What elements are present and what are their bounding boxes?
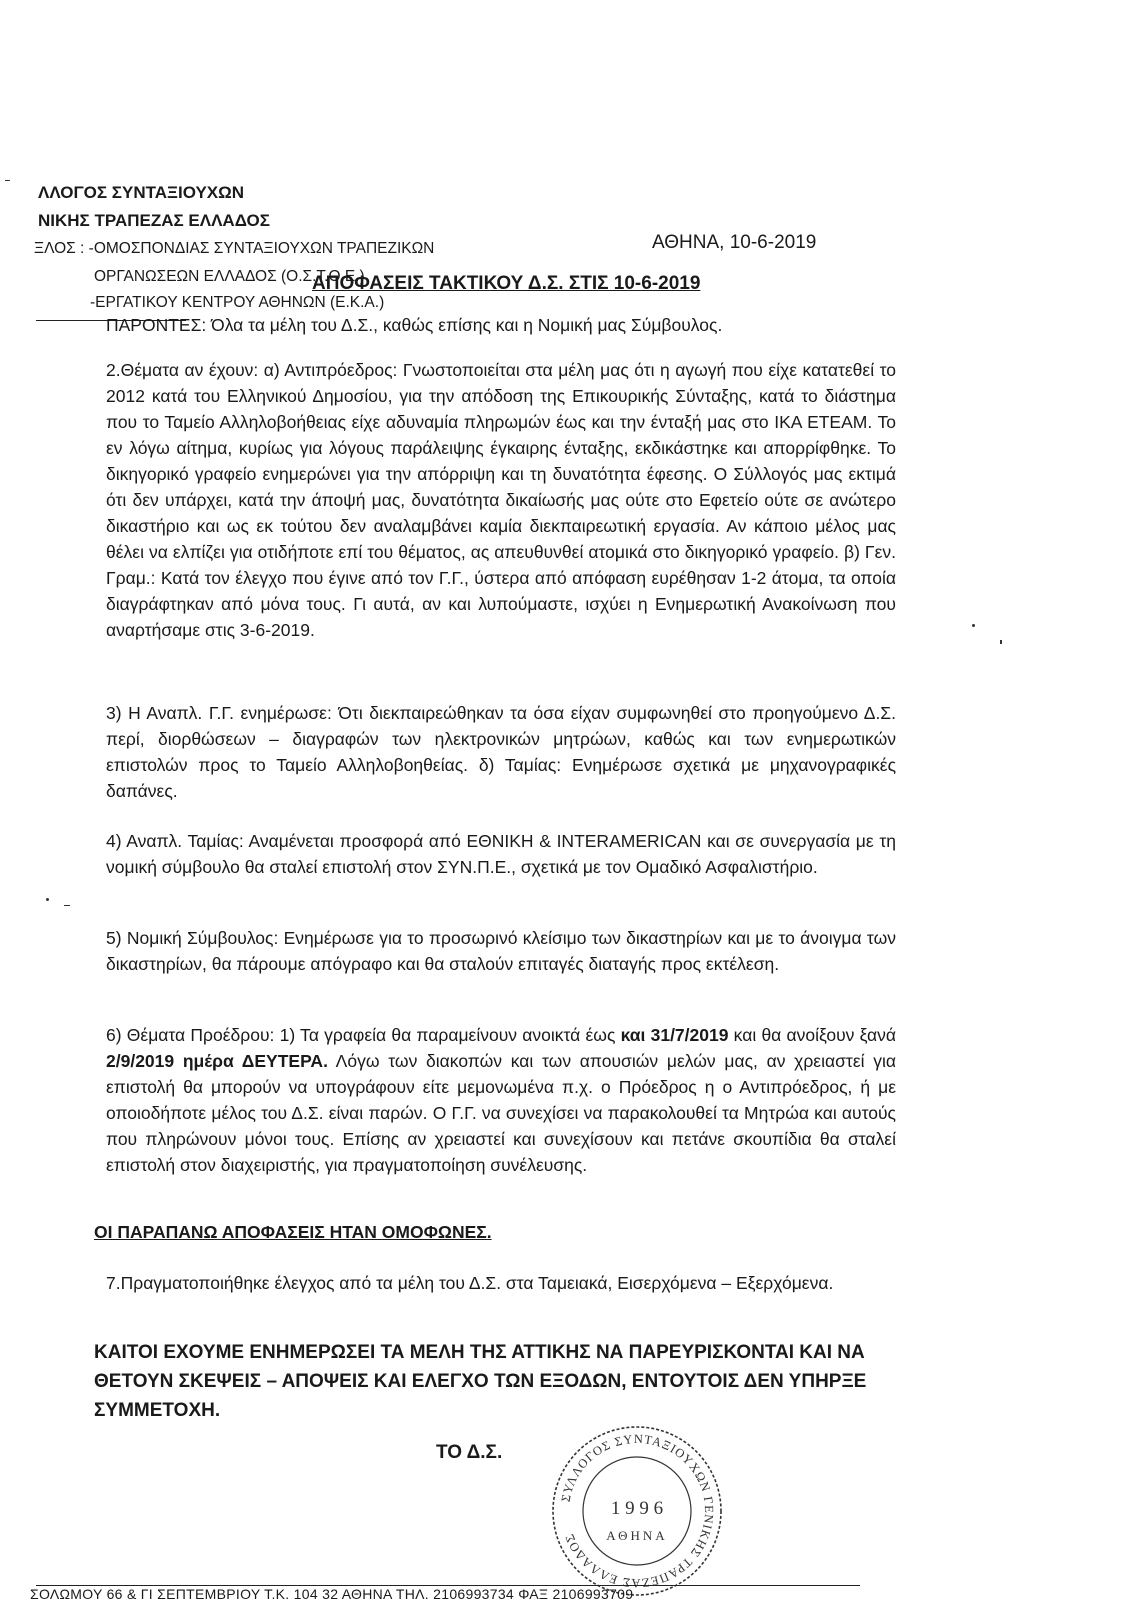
unanimous-statement: ΟΙ ΠΑΡΑΠΑΝΩ ΑΠΟΦΑΣΕΙΣ ΗΤΑΝ ΟΜΟΦΩΝΕΣ. xyxy=(94,1222,492,1242)
item-2-paragraph xyxy=(106,357,896,643)
item-7-text: 7.Πραγματοποιήθηκε έλεγχος από τα μέλη του Δ.Σ. στα Ταμειακά, Εισερχόμενα – Εξερχόμενα. xyxy=(106,1273,834,1293)
item-6-close-date: και 31/7/2019 xyxy=(620,1025,729,1045)
item-3-paragraph xyxy=(106,700,896,804)
membership-line2: ΟΡΓΑΝΩΣΕΩΝ ΕΛΛΑΔΟΣ (Ο.Σ.Τ.Ο.Ε.) xyxy=(94,268,365,285)
item-3-text: 3) Η Αναπλ. Γ.Γ. ενημέρωσε: Ότι διεκπαιρεώθηκαν τα όσα είχαν συμφωνηθεί στο προηγούμενο Δ.Σ. περί, διορθώσεων – διαγραφών των ηλεκτρονικών μητρώων, καθώς και των ενημερωτικών επιστολών προς το Ταμείο Αλληλοβοηθείας. δ) Ταμίας: Ενημέρωσε σχετικά με μηχανογραφικές δαπάνες. xyxy=(106,703,896,801)
document-date: ΑΘΗΝΑ, 10-6-2019 xyxy=(652,232,817,253)
scan-speck xyxy=(1000,640,1002,644)
association-seal xyxy=(548,1422,726,1600)
item-6-paragraph xyxy=(106,1022,896,1178)
item-5-paragraph xyxy=(106,925,896,977)
item-6-text-a: 6) Θέματα Προέδρου: 1) Τα γραφεία θα παραμείνουν ανοικτά έως xyxy=(106,1025,621,1045)
membership-line1: ΞΛΟΣ : -ΟΜΟΣΠΟΝΔΙΑΣ ΣΥΝΤΑΞΙΟΥΧΩΝ ΤΡΑΠΕΖΙΚΩΝ xyxy=(34,240,435,257)
item-6-text-e: Λόγω των διακοπών και των απουσιών μελών μας, αν χρειαστεί για επιστολή θα μπορούν να υπογράφουν είτε μεμονωμένα π.χ. ο Πρόεδρος η ο Αντιπρόεδρος, ή με οποιοδήποτε μέλος του Δ.Σ. είναι παρών. Ο Γ.Γ. να συνεχίσει να παρακολουθεί τα Μητρώα και αυτούς που πληρώνουν μόνοι τους. Επίσης αν χρειαστεί και συνεχίσουν και πετάνε σκουπίδια θα σταλεί επιστολή στον διαχειριστής, για πραγματοποίηση συνέλευσης. xyxy=(106,1051,896,1175)
item-7-paragraph xyxy=(106,1270,896,1296)
association-name-line1: ΛΛΟΓΟΣ ΣΥΝΤΑΞΙΟΥΧΩΝ xyxy=(38,183,245,202)
item-4-paragraph xyxy=(106,828,896,880)
item-6-reopen-date: 2/9/2019 ημέρα ΔΕΥΤΕΡΑ. xyxy=(106,1051,328,1071)
scan-speck xyxy=(46,898,49,901)
seal-year: 1 9 9 6 xyxy=(610,1498,664,1519)
seal-ring-text: ΣΥΛΛΟΓΟΣ ΣΥΝΤΑΞΙΟΥΧΩΝ ΓΕΝΙΚΗΣ ΤΡΑΠΕΖΑΣ ΕΛΛΑΔΟΣ xyxy=(558,1431,717,1591)
board-signature: ΤΟ Δ.Σ. xyxy=(436,1442,503,1463)
item-6-text-c: και θα ανοίξουν ξανά xyxy=(728,1025,896,1045)
seal-city: ΑΘΗΝΑ xyxy=(606,1528,668,1543)
closing-note: ΚΑΙΤΟΙ ΕΧΟΥΜΕ ΕΝΗΜΕΡΩΣΕΙ ΤΑ ΜΕΛΗ ΤΗΣ ΑΤΤΙΚΗΣ ΝΑ ΠΑΡΕΥΡΙΣΚΟΝΤΑΙ ΚΑΙ ΝΑ ΘΕΤΟΥΝ ΣΚΕΨΕΙΣ – ΑΠΟΨΕΙΣ ΚΑΙ ΕΛΕΓΧΟ ΤΩΝ ΕΞΟΔΩΝ, ΕΝΤΟΥΤΟΙΣ ΔΕΝ ΥΠΗΡΞΕ ΣΥΜΜΕΤΟΧΗ. xyxy=(94,1342,867,1421)
item-5-text: 5) Νομική Σύμβουλος: Ενημέρωσε για το προσωρινό κλείσιμο των δικαστηρίων και με το άνοιγμα των δικαστηρίων, θα πάρουμε απόγραφο και θα σταλούν επιταγές διαταγής προς εκτέλεση. xyxy=(106,928,896,974)
item-2-text: 2.Θέματα αν έχουν: α) Αντιπρόεδρος: Γνωστοποιείται στα μέλη μας ότι η αγωγή που είχε κατατεθεί το 2012 κατά του Ελληνικού Δημοσίου, για την απόδοση της Επικουρικής Σύνταξης, κατά το διάστημα που το Ταμείο Αλληλοβοήθειας είχε αδυναμία πληρωμών έως και την ένταξή μας στο ΙΚΑ ΕΤΕΑΜ. Το εν λόγω αίτημα, κυρίως για λόγους παράλειψης έγκαιρης ένταξης, εκδικάστηκε και απορρίφθηκε. Το δικηγορικό γραφείο ενημερώνει για την απόρριψη και τη δυνατότητα έφεσης. Ο Σύλλογός μας εκτιμά ότι δεν υπάρχει, κατά την άποψή μας, δυνατότητα δικαίωσής μας ούτε στο Εφετείο ούτε σε ανώτερο δικαστήριο και ως εκ τούτου δεν αναλαμβάνει καμία διεκπαιρεωτική εργασία. Αν κάποιο μέλος μας θέλει να ελπίζει για οτιδήποτε επί του θέματος, ας απευθυνθεί ατομικά στο δικηγορικό γραφείο. β) Γεν. Γραμ.: Κατά τον έλεγχο που έγινε από τον Γ.Γ., ύστερα από απόφαση ευρέθησαν 1-2 άτομα, τα οποία διαγράφτηκαν από μόνα τους. Γι αυτά, αν και λυπούμαστε, ισχύει η Ενημερωτική Ανακοίνωση που αναρτήσαμε στις 3-6-2019. xyxy=(106,360,896,640)
seal-graphic xyxy=(548,1422,726,1600)
scan-speck xyxy=(5,180,10,181)
item-4-text: 4) Αναπλ. Ταμίας: Αναμένεται προσφορά από ΕΘΝΙΚΗ & INTERAMERICAN και σε συνεργασία με τη νομική σύμβουλο θα σταλεί επιστολή στον ΣΥΝ.Π.Ε., σχετικά με τον Ομαδικό Ασφαλιστήριο. xyxy=(106,831,896,877)
scan-speck xyxy=(64,905,70,906)
attendees-line: ΠΑΡΟΝΤΕΣ: Όλα τα μέλη του Δ.Σ., καθώς επίσης και η Νομική μας Σύμβουλος. xyxy=(106,315,723,335)
document-title: ΑΠΟΦΑΣΕΙΣ ΤΑΚΤΙΚΟΥ Δ.Σ. ΣΤΙΣ 10-6-2019 xyxy=(312,273,701,294)
scan-speck xyxy=(972,624,975,627)
footer-address: ΣΟΛΩΜΟΥ 66 & ΓΙ ΣΕΠΤΕΜΒΡΙΟΥ Τ.Κ. 104 32 ΑΘΗΝΑ ΤΗΛ. 2106993734 ΦΑΞ 2106993709 xyxy=(30,1586,634,1602)
membership-line3: -ΕΡΓΑΤΙΚΟΥ ΚΕΝΤΡΟΥ ΑΘΗΝΩΝ (Ε.Κ.Α.) xyxy=(90,294,385,311)
association-name-line2: ΝΙΚΗΣ ΤΡΑΠΕΖΑΣ ΕΛΛΑΔΟΣ xyxy=(38,211,270,230)
